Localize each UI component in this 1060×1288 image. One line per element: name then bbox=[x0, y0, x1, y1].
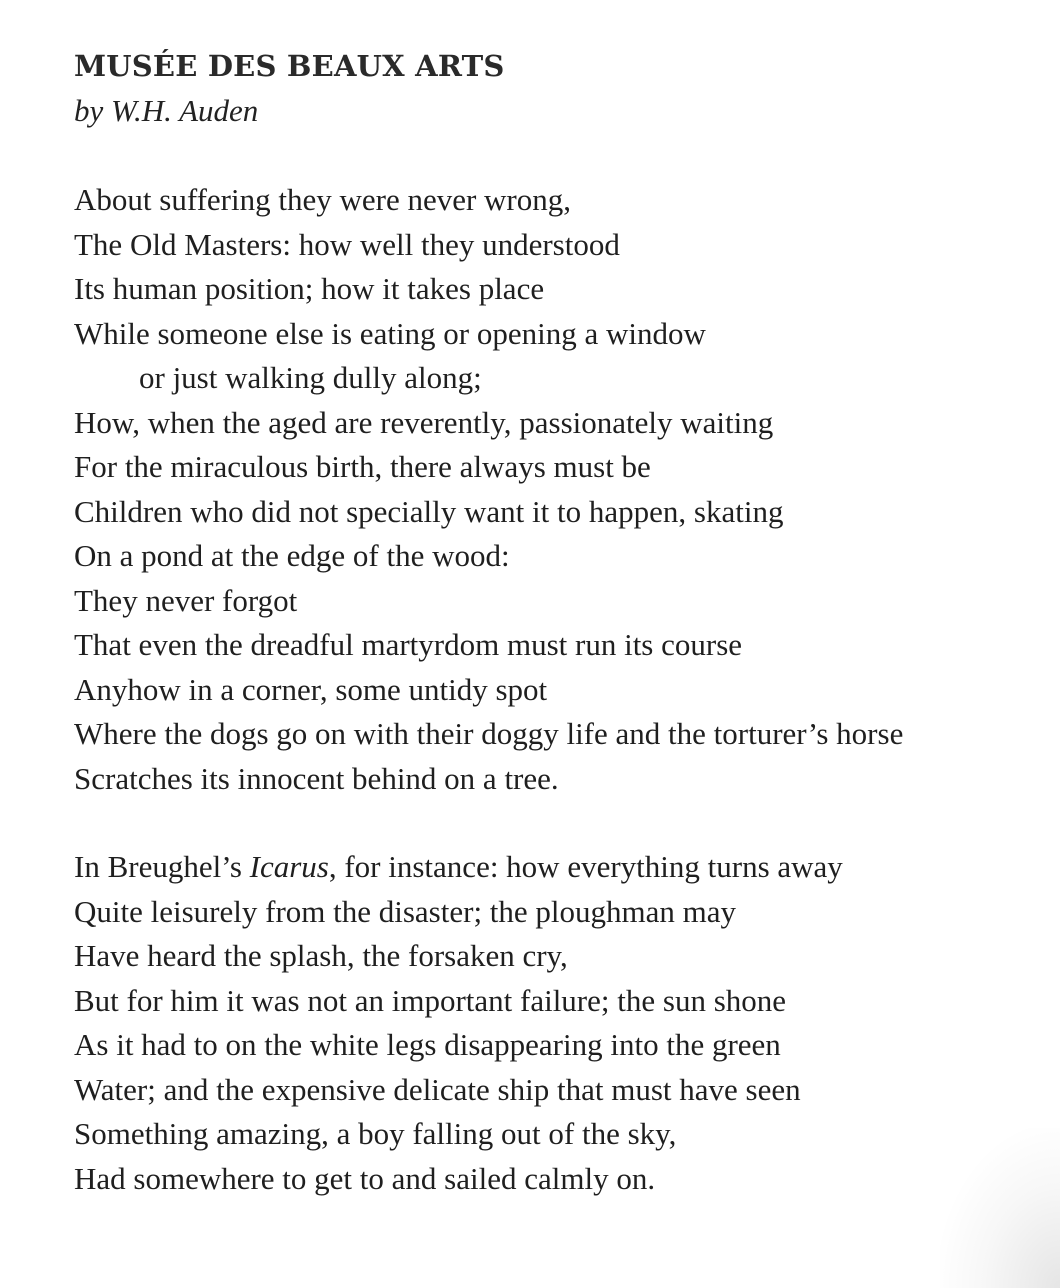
line-text-before: In Breughel’s bbox=[74, 849, 250, 884]
poem-line: Anyhow in a corner, some untidy spot bbox=[74, 671, 548, 707]
poem-line: On a pond at the edge of the wood: bbox=[74, 538, 510, 573]
poem-byline: by W.H. Auden bbox=[74, 93, 259, 128]
poem-line: Scratches its innocent behind on a tree. bbox=[74, 760, 559, 796]
poem-line-indented: or just walking dully along; bbox=[139, 360, 482, 395]
poem-title: MUSÉE DES BEAUX ARTS bbox=[74, 49, 505, 83]
stanza-2 bbox=[74, 845, 1034, 1201]
poem-line: About suffering they were never wrong, bbox=[74, 182, 571, 217]
poem-line: Have heard the splash, the forsaken cry, bbox=[74, 938, 568, 973]
poem-line: Something amazing, a boy falling out of the sky, bbox=[74, 1116, 677, 1151]
poem-line: How, when the aged are reverently, passionately waiting bbox=[74, 404, 774, 440]
poem-line: Had somewhere to get to and sailed calmly on. bbox=[74, 1160, 656, 1196]
poem-line: But for him it was not an important failure; the sun shone bbox=[74, 982, 787, 1018]
poem-line: Quite leisurely from the disaster; the ploughman may bbox=[74, 893, 737, 929]
painting-title-italic: Icarus bbox=[249, 849, 329, 884]
poem-line: That even the dreadful martyrdom must run its course bbox=[74, 627, 743, 662]
poem-line: Where the dogs go on with their doggy life and the torturer’s horse bbox=[74, 716, 904, 751]
poem-line: They never forgot bbox=[74, 582, 298, 618]
poem-line: Children who did not specially want it to happen, skating bbox=[74, 493, 784, 529]
poem-line: Its human position; how it takes place bbox=[74, 271, 545, 306]
poem-line-with-italic-title bbox=[74, 845, 1034, 890]
poem-line: The Old Masters: how well they understood bbox=[74, 226, 620, 262]
stanza-1 bbox=[74, 178, 1034, 801]
poem-line: For the miraculous birth, there always must be bbox=[74, 449, 651, 484]
poem bbox=[74, 44, 1034, 1201]
poem-line: As it had to on the white legs disappearing into the green bbox=[74, 1027, 781, 1062]
line-text-after: , for instance: how everything turns away bbox=[328, 849, 843, 884]
poem-line: While someone else is eating or opening a window bbox=[74, 315, 706, 351]
poem-line: Water; and the expensive delicate ship that must have seen bbox=[74, 1071, 801, 1107]
